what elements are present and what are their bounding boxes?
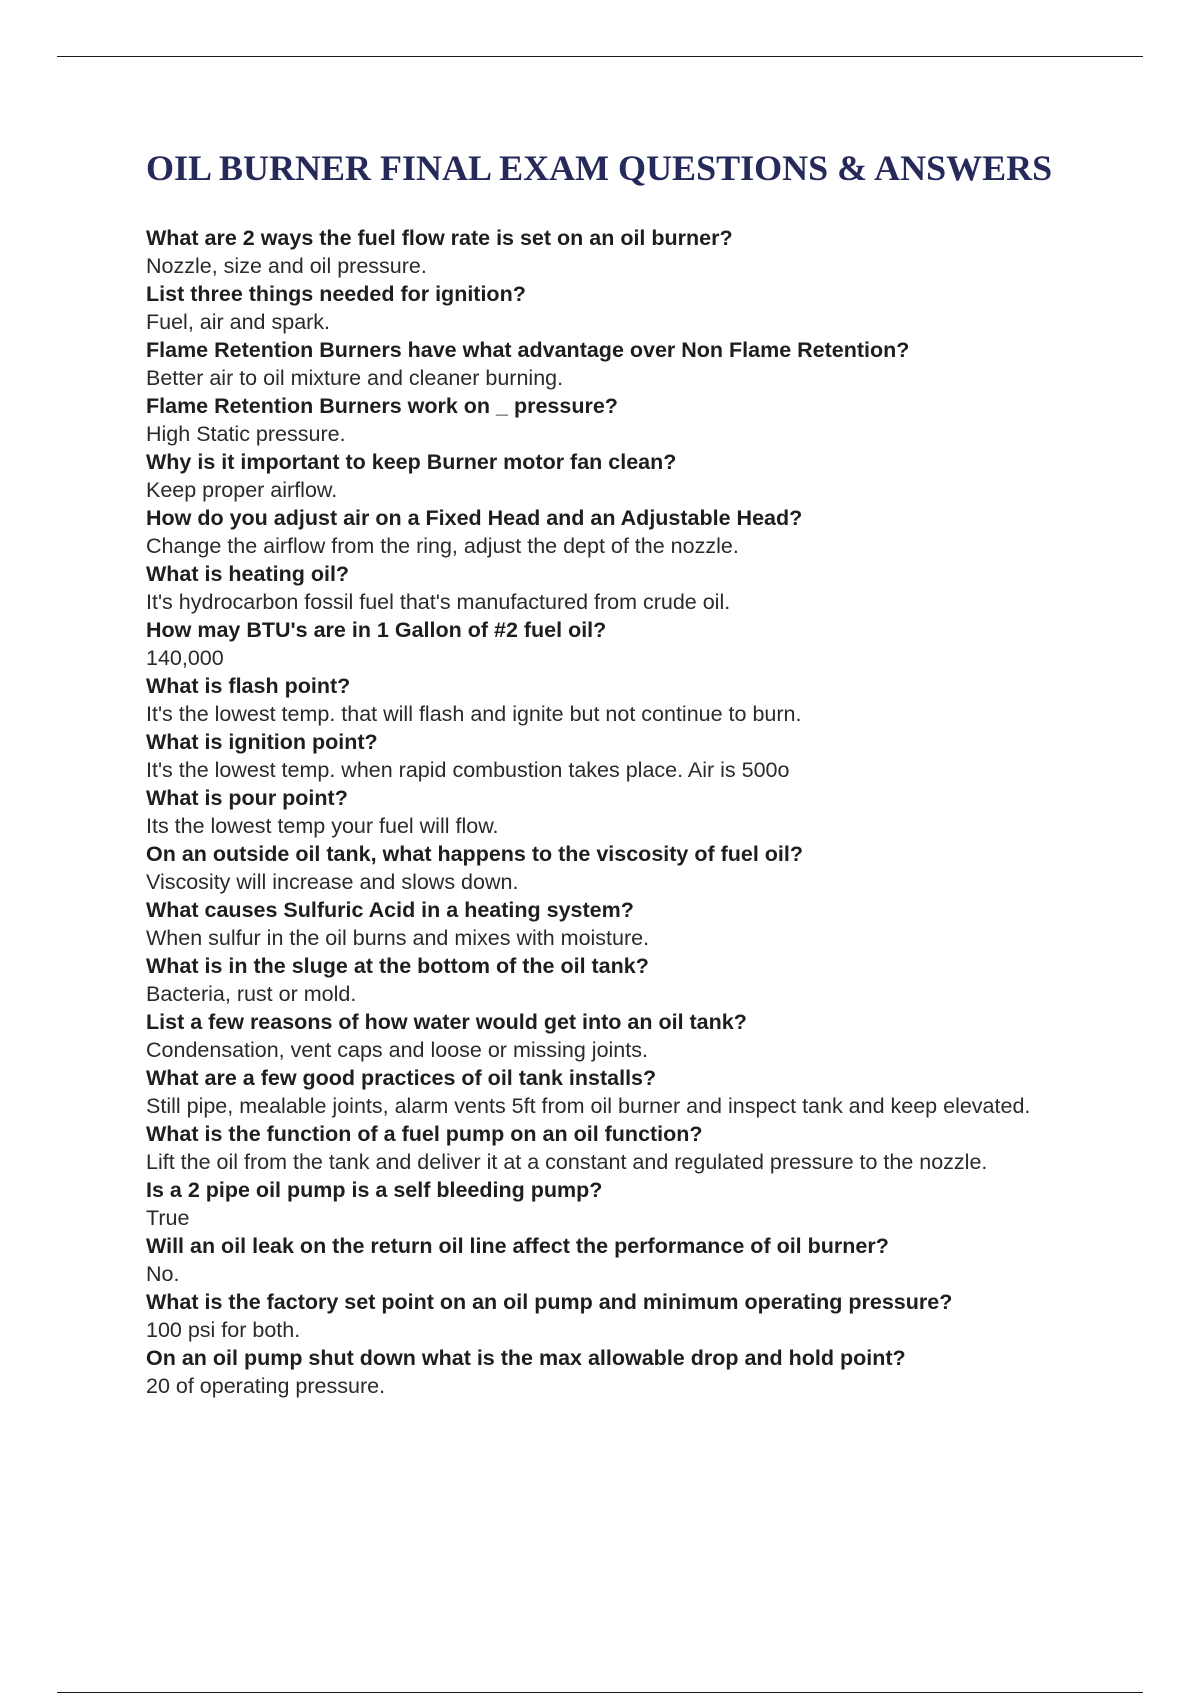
answer-text: Nozzle, size and oil pressure. xyxy=(146,254,427,278)
question-text: Flame Retention Burners work on _ pressure? xyxy=(146,394,618,418)
question-text: What is flash point? xyxy=(146,674,351,698)
answer-text: True xyxy=(146,1206,190,1230)
qa-item xyxy=(146,448,1126,504)
qa-item xyxy=(146,728,1126,784)
answer-text: 100 psi for both. xyxy=(146,1318,301,1342)
answer-text: When sulfur in the oil burns and mixes with moisture. xyxy=(146,926,650,950)
qa-item xyxy=(146,1064,1126,1120)
qa-item xyxy=(146,784,1126,840)
question-text: What is heating oil? xyxy=(146,562,350,586)
question-text: What are a few good practices of oil tank installs? xyxy=(146,1066,657,1090)
qa-item xyxy=(146,336,1126,392)
answer-text: It's the lowest temp. that will flash and ignite but not continue to burn. xyxy=(146,702,802,726)
question-text: Why is it important to keep Burner motor fan clean? xyxy=(146,450,677,474)
answer-text: No. xyxy=(146,1262,180,1286)
qa-item xyxy=(146,1008,1126,1064)
answer-text: High Static pressure. xyxy=(146,422,346,446)
question-text: List a few reasons of how water would get into an oil tank? xyxy=(146,1010,747,1034)
question-text: What is pour point? xyxy=(146,786,348,810)
bottom-rule xyxy=(57,1692,1143,1693)
qa-item xyxy=(146,616,1126,672)
answer-text: 20 of operating pressure. xyxy=(146,1374,386,1398)
answer-text: Still pipe, mealable joints, alarm vents 5ft from oil burner and inspect tank and keep elevated. xyxy=(146,1094,1031,1118)
question-text: What are 2 ways the fuel flow rate is set on an oil burner? xyxy=(146,226,733,250)
qa-item xyxy=(146,1176,1126,1232)
qa-item xyxy=(146,392,1126,448)
answer-text: Lift the oil from the tank and deliver it at a constant and regulated pressure to the nozzle. xyxy=(146,1150,988,1174)
question-text: Flame Retention Burners have what advantage over Non Flame Retention? xyxy=(146,338,910,362)
answer-text: 140,000 xyxy=(146,646,224,670)
answer-text: It's hydrocarbon fossil fuel that's manufactured from crude oil. xyxy=(146,590,731,614)
question-text: What is ignition point? xyxy=(146,730,378,754)
qa-item xyxy=(146,280,1126,336)
answer-text: Keep proper airflow. xyxy=(146,478,338,502)
qa-item xyxy=(146,1288,1126,1344)
question-text: On an oil pump shut down what is the max allowable drop and hold point? xyxy=(146,1346,906,1370)
qa-item xyxy=(146,1344,1126,1400)
qa-item xyxy=(146,840,1126,896)
question-text: What is the function of a fuel pump on an oil function? xyxy=(146,1122,703,1146)
qa-list xyxy=(146,224,1126,1400)
qa-item xyxy=(146,952,1126,1008)
answer-text: Fuel, air and spark. xyxy=(146,310,331,334)
answer-text: It's the lowest temp. when rapid combustion takes place. Air is 500o xyxy=(146,758,790,782)
question-text: On an outside oil tank, what happens to the viscosity of fuel oil? xyxy=(146,842,804,866)
qa-item xyxy=(146,1232,1126,1288)
answer-text: Bacteria, rust or mold. xyxy=(146,982,357,1006)
question-text: How may BTU's are in 1 Gallon of #2 fuel oil? xyxy=(146,618,607,642)
answer-text: Better air to oil mixture and cleaner burning. xyxy=(146,366,564,390)
question-text: Will an oil leak on the return oil line affect the performance of oil burner? xyxy=(146,1234,889,1258)
document-page xyxy=(146,142,1126,1400)
qa-item xyxy=(146,672,1126,728)
qa-item xyxy=(146,1120,1126,1176)
answer-text: Its the lowest temp your fuel will flow. xyxy=(146,814,499,838)
question-text: Is a 2 pipe oil pump is a self bleeding pump? xyxy=(146,1178,603,1202)
question-text: What is the factory set point on an oil pump and minimum operating pressure? xyxy=(146,1290,953,1314)
question-text: How do you adjust air on a Fixed Head and an Adjustable Head? xyxy=(146,506,803,530)
answer-text: Change the airflow from the ring, adjust the dept of the nozzle. xyxy=(146,534,739,558)
document-title: OIL BURNER FINAL EXAM QUESTIONS & ANSWERS xyxy=(146,148,1053,188)
qa-item xyxy=(146,504,1126,560)
answer-text: Condensation, vent caps and loose or missing joints. xyxy=(146,1038,648,1062)
qa-item xyxy=(146,224,1126,280)
question-text: What is in the sluge at the bottom of the oil tank? xyxy=(146,954,649,978)
qa-item xyxy=(146,560,1126,616)
question-text: List three things needed for ignition? xyxy=(146,282,526,306)
question-text: What causes Sulfuric Acid in a heating system? xyxy=(146,898,634,922)
qa-item xyxy=(146,896,1126,952)
top-rule xyxy=(57,56,1143,57)
answer-text: Viscosity will increase and slows down. xyxy=(146,870,519,894)
